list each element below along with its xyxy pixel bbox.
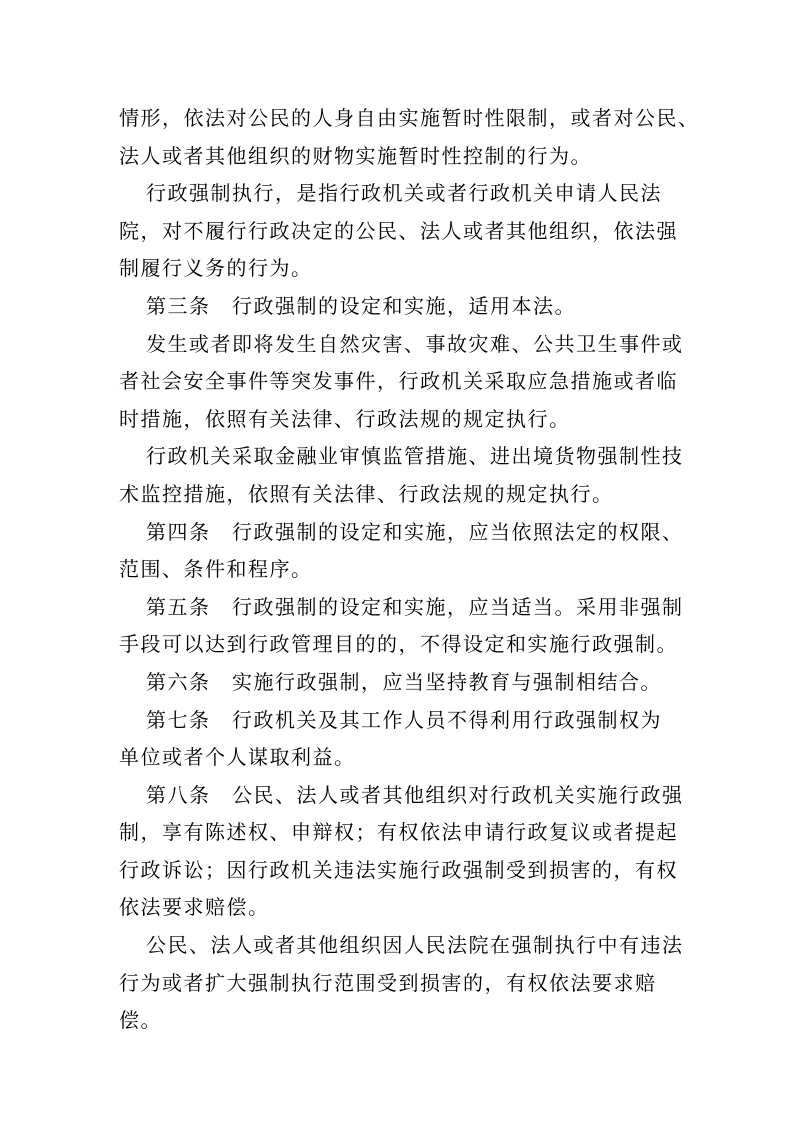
text-line: 法人或者其他组织的财物实施暂时性控制的行为。 — [119, 143, 592, 168]
text-line: 行政诉讼；因行政机关违法实施行政强制受到损害的，有权 — [119, 857, 678, 882]
text-line: 第五条 行政强制的设定和实施，应当适当。采用非强制 — [146, 594, 684, 619]
text-line: 发生或者即将发生自然灾害、事故灾难、公共卫生事件或 — [146, 331, 684, 356]
text-line: 术监控措施，依照有关法律、行政法规的规定执行。 — [119, 481, 614, 506]
text-line: 行政强制执行，是指行政机关或者行政机关申请人民法 — [146, 181, 662, 206]
text-line: 第四条 行政强制的设定和实施，应当依照法定的权限、 — [146, 519, 684, 544]
text-line: 依法要求赔偿。 — [119, 895, 270, 920]
text-line: 情形，依法对公民的人身自由实施暂时性限制，或者对公民、 — [119, 106, 700, 130]
text-line: 手段可以达到行政管理目的的，不得设定和实施行政强制。 — [119, 632, 678, 657]
text-line: 公民、法人或者其他组织因人民法院在强制执行中有违法 — [146, 933, 684, 958]
text-line: 偿。 — [119, 1008, 162, 1033]
text-line: 第八条 公民、法人或者其他组织对行政机关实施行政强 — [146, 782, 684, 807]
text-line: 第六条 实施行政强制，应当坚持教育与强制相结合。 — [146, 669, 662, 694]
text-line: 范围、条件和程序。 — [119, 557, 313, 582]
text-line: 第三条 行政强制的设定和实施，适用本法。 — [146, 293, 576, 318]
document-body — [119, 100, 700, 1040]
text-line: 行政机关采取金融业审慎监管措施、进出境货物强制性技 — [146, 444, 684, 469]
text-line: 制履行义务的行为。 — [119, 256, 313, 281]
text-line: 时措施，依照有关法律、行政法规的规定执行。 — [119, 406, 571, 431]
text-line: 第七条 行政机关及其工作人员不得利用行政强制权为 — [146, 707, 662, 732]
text-line: 院，对不履行行政决定的公民、法人或者其他组织，依法强 — [119, 218, 678, 243]
text-line: 制，享有陈述权、申辩权；有权依法申请行政复议或者提起 — [119, 820, 678, 845]
text-line: 者社会安全事件等突发事件，行政机关采取应急措施或者临 — [119, 369, 678, 394]
text-line: 行为或者扩大强制执行范围受到损害的，有权依法要求赔 — [119, 970, 657, 995]
text-line: 单位或者个人谋取利益。 — [119, 745, 356, 770]
